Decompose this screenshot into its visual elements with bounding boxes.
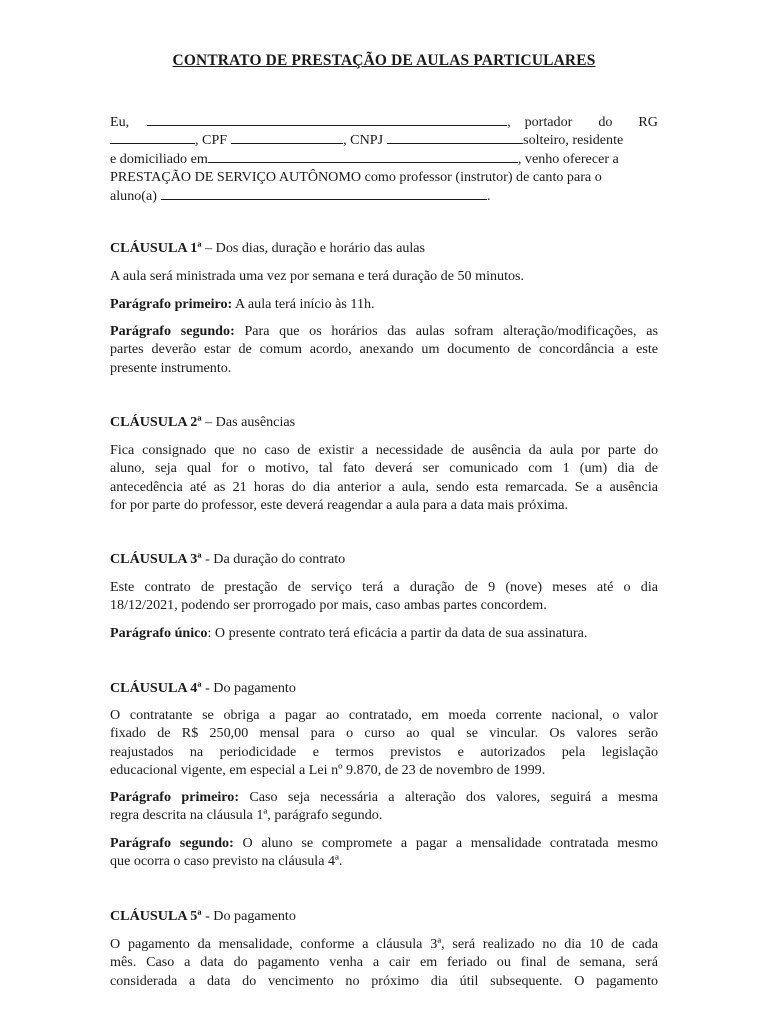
clause-4-paragraph-2 (110, 834, 658, 871)
clause-1-paragraph-2 (110, 322, 658, 377)
clause-text: educacional vigente, em especial a Lei nº 9.870, de 23 de novembro de 1999. (110, 762, 546, 779)
clause-3-text (110, 578, 658, 615)
clause-text: reajustados na periodicidade e termos previstos e autorizados pela legislação (110, 743, 658, 760)
clause-text: fixado de R$ 250,00 mensal para o curso ao qual se vincular. Os valores serão (110, 725, 658, 742)
intro-text: , CNPJ (343, 132, 384, 149)
clause-label: CLÁUSULA 4ª (110, 680, 202, 696)
cnpj-blank[interactable] (387, 131, 523, 144)
intro-line-2 (110, 131, 658, 149)
clause-text: Caso seja necessária a alteração dos valores, seguirá a mesma (239, 789, 658, 805)
intro-line-5 (110, 187, 658, 205)
clause-1-heading (110, 239, 658, 257)
document-title: CONTRATO DE PRESTAÇÃO DE AULAS PARTICULARES (172, 52, 596, 69)
intro-text: PRESTAÇÃO DE SERVIÇO AUTÔNOMO como professor (instrutor) de canto para o (110, 169, 602, 186)
clause-label: CLÁUSULA 5ª (110, 908, 202, 924)
intro-text: , venho oferecer a (517, 150, 619, 167)
clause-label: CLÁUSULA 3ª (110, 551, 202, 567)
clause-text: antecedência até as 21 horas do dia anterior a aula, sendo esta remarcada. Se a ausência (110, 478, 658, 495)
intro-text: aluno(a) (110, 187, 157, 204)
clause-text: A aula terá início às 11h. (232, 296, 375, 312)
clause-text: que ocorra o caso previsto na cláusula 4ª. (110, 853, 343, 870)
intro-paragraph (110, 113, 658, 205)
clause-subtitle: - Do pagamento (201, 908, 296, 924)
intro-line-4 (110, 168, 658, 186)
intro-text: , (507, 114, 511, 130)
paragraph-label: Parágrafo único (110, 625, 208, 641)
paragraph-label: Parágrafo primeiro: (110, 296, 233, 312)
clause-text: O contratante se obriga a pagar ao contratado, em moeda corrente nacional, o valor (110, 707, 658, 723)
cpf-blank[interactable] (231, 131, 343, 144)
clause-3-paragraph (110, 624, 658, 642)
clause-text: partes deverão estar de comum acordo, anexando um documento de concordância a este (110, 341, 658, 358)
rg-blank[interactable] (110, 131, 195, 144)
clause-4-text (110, 706, 658, 780)
student-blank[interactable] (161, 187, 487, 200)
clause-4-heading (110, 679, 658, 697)
clause-subtitle: - Da duração do contrato (201, 551, 346, 567)
clause-text: Fica consignado que no caso de existir a necessidade de ausência da aula por parte do (110, 442, 658, 458)
clause-4-paragraph-1 (110, 788, 658, 825)
clause-text: considerada a data do vencimento no próximo dia útil subsequente. O pagamento (110, 972, 658, 989)
clause-subtitle: – Das ausências (201, 414, 296, 430)
paragraph-label: Parágrafo primeiro: (110, 789, 240, 805)
clause-text: mês. Caso a data do pagamento venha a cair em feriado ou final de semana, será (110, 954, 658, 971)
clause-text: 18/12/2021, podendo ser prorrogado por mais, caso ambas partes concordem. (110, 597, 547, 614)
contract-page (110, 0, 658, 1024)
intro-line-1 (110, 113, 658, 131)
intro-text: , CPF (195, 132, 228, 149)
clause-subtitle: – Dos dias, duração e horário das aulas (201, 240, 426, 256)
clause-subtitle: - Do pagamento (201, 680, 296, 696)
clause-text: Para que os horários das aulas sofram alteração/modificações, as (234, 323, 658, 339)
clause-text: presente instrumento. (110, 359, 232, 376)
intro-text: solteiro, residente (523, 132, 624, 149)
clause-text: : O presente contrato terá eficácia a partir da data de sua assinatura. (207, 625, 588, 641)
clause-label: CLÁUSULA 1ª (110, 240, 202, 256)
intro-text: . (486, 187, 491, 204)
paragraph-label: Parágrafo segundo: (110, 323, 235, 339)
clause-1-text (110, 267, 658, 285)
clause-2-heading (110, 413, 658, 431)
intro-line-3 (110, 150, 658, 168)
clause-1-paragraph-1 (110, 295, 658, 313)
clause-label: CLÁUSULA 2ª (110, 414, 202, 430)
clause-5-text (110, 935, 658, 990)
intro-text: e domiciliado em (110, 150, 208, 167)
intro-text: do (598, 114, 613, 130)
paragraph-label: Parágrafo segundo: (110, 835, 234, 851)
clause-text: A aula será ministrada uma vez por semana e terá duração de 50 minutos. (110, 268, 525, 284)
address-blank[interactable] (208, 150, 518, 163)
clause-3-heading (110, 550, 658, 568)
clause-text: Este contrato de prestação de serviço terá a duração de 9 (nove) meses até o dia (110, 579, 658, 595)
intro-text: portador (524, 114, 573, 130)
name-blank[interactable] (147, 113, 507, 126)
clause-2-text (110, 441, 658, 515)
clause-text: for por parte do professor, este deverá reagendar a aula para a data mais próxima. (110, 497, 569, 514)
intro-text: Eu, (110, 114, 130, 130)
clause-text: O aluno se compromete a pagar a mensalidade contratada mesmo (233, 835, 658, 851)
clause-5-heading (110, 907, 658, 925)
clause-text: regra descrita na cláusula 1ª, parágrafo segundo. (110, 807, 383, 824)
intro-text: RG (638, 114, 658, 130)
clause-text: aluno, seja qual for o motivo, tal fato deverá ser comunicado com 1 (um) dia de (110, 460, 658, 477)
clause-text: O pagamento da mensalidade, conforme a cláusula 3ª, será realizado no dia 10 de cada (110, 936, 658, 952)
